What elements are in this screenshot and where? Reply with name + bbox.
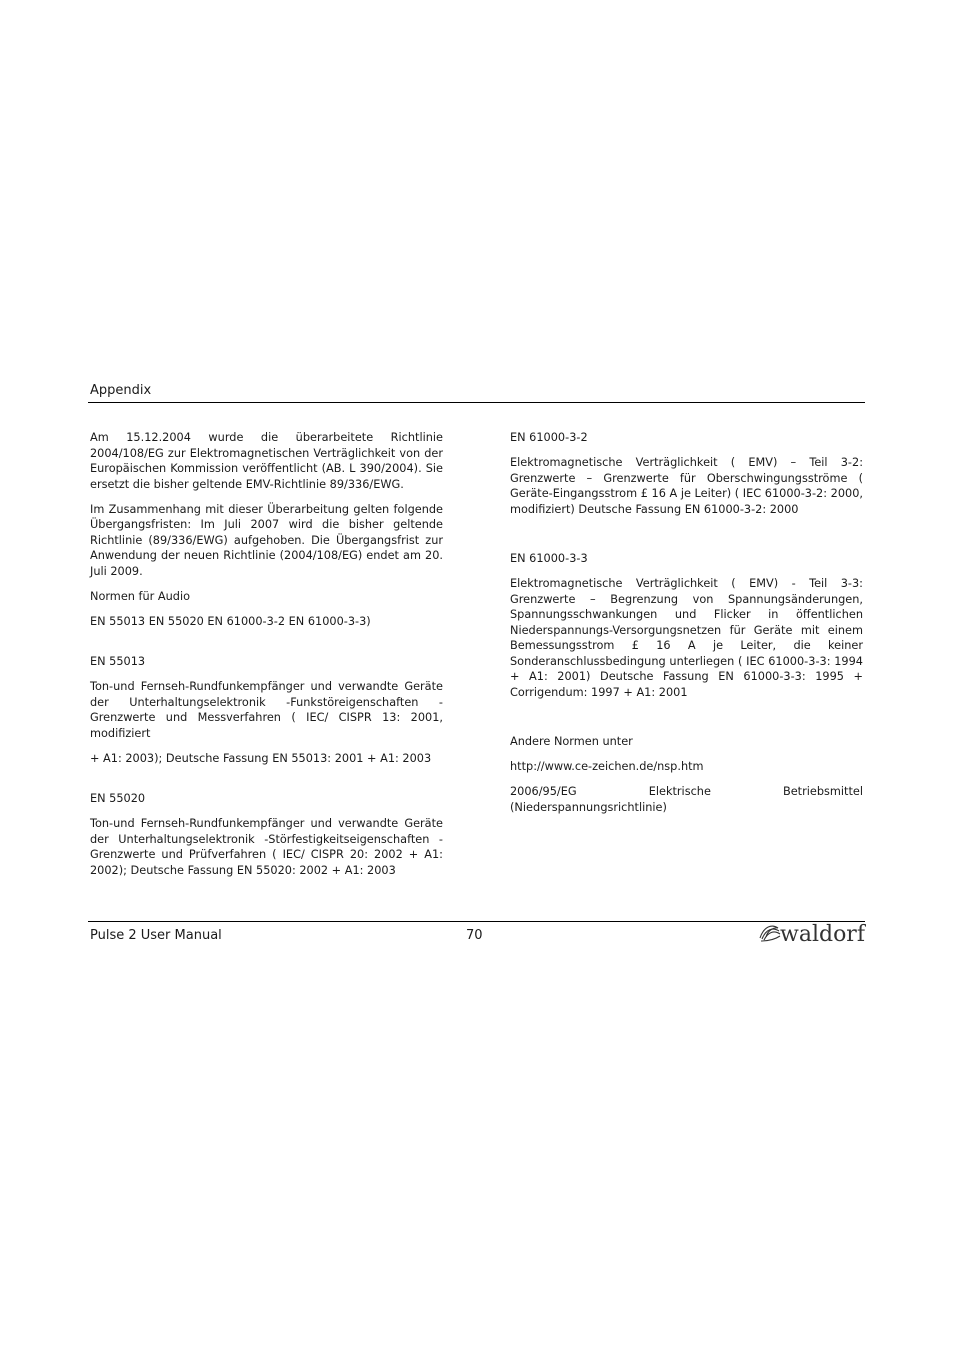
paragraph-emv-directive: Am 15.12.2004 wurde die überarbeitete Richtlinie 2004/108/EG zur Elektromagnetischen Verträglichkeit von der Europäischen Kommission veröffentlicht (AB. L 390/2004). Sie ersetzt die bisher geltende EMV-Richtlinie 89/336/EWG. <box>90 431 443 491</box>
paragraph-en-61000-3-3-description: Elektromagnetische Verträglichkeit ( EMV) - Teil 3-3: Grenzwerte – Begrenzung von Spannungsänderungen, Spannungsschwankungen und Flicker in öffentlichen Niederspannungs-Versorgungsnetzen für Geräte mit einem Bemessungsstrom £ 16 A je Leiter, die keiner Sonderanschlussbedingung unterliegen ( IEC 61000-3-3: 1994 + A1: 2001) Deutsche Fassung EN 61000-3-3: 1995 + Corrigendum: 1997 + A1: 2001 <box>510 577 863 699</box>
footer-page-number: 70 <box>466 928 483 943</box>
page-header-section: Appendix <box>90 383 152 398</box>
paragraph-en-61000-3-2-description: Elektromagnetische Verträglichkeit ( EMV) – Teil 3-2: Grenzwerte – Grenzwerte für Oberschwingungsströme ( Geräte-Eingangsstrom £ 16 A je Leiter) ( IEC 61000-3-2: 2000, modifiziert) Deutsche Fassung EN 61000-3-2: 2000 <box>510 456 863 516</box>
waldorf-logo-text: waldorf <box>780 922 865 947</box>
heading-en-55020: EN 55020 <box>90 792 146 805</box>
paragraph-audio-standards-list: EN 55013 EN 55020 EN 61000-3-2 EN 61000-3-3) <box>90 614 371 628</box>
footer-divider <box>88 921 865 922</box>
paragraph-en-55013-description: Ton-und Fernseh-Rundfunkempfänger und verwandte Geräte der Unterhaltungselektronik -Funkstöreigenschaften - Grenzwerte und Messverfahren ( IEC/ CISPR 13: 2001, modifiziert <box>90 680 443 740</box>
footer-manual-title: Pulse 2 User Manual <box>90 928 222 943</box>
paragraph-transition-periods: Im Zusammenhang mit dieser Überarbeitung gelten folgende Übergangsfristen: Im Juli 2007 wird die bisher geltende Richtlinie (89/336/EWG) aufgehoben. Die Übergangsfrist zur Anwendung der neuen Richtlinie (2004/108/EG) endet am 20. Juli 2009. <box>90 502 443 578</box>
heading-en-61000-3-2: EN 61000-3-2 <box>510 431 588 444</box>
right-column <box>510 430 863 825</box>
heading-en-61000-3-3: EN 61000-3-3 <box>510 552 588 565</box>
heading-en-55013: EN 55013 <box>90 655 146 668</box>
left-column <box>90 430 443 888</box>
paragraph-other-standards: Andere Normen unter <box>510 735 633 748</box>
paragraph-audio-standards-heading: Normen für Audio <box>90 589 190 603</box>
paragraph-en-55020-description: Ton-und Fernseh-Rundfunkempfänger und verwandte Geräte der Unterhaltungselektronik -Störfestigkeitseigenschaften - Grenzwerte und Prüfverfahren ( IEC/ CISPR 20: 2002 + A1: 2002); Deutsche Fassung EN 55020: 2002 + A1: 2003 <box>90 817 443 877</box>
waldorf-logo <box>758 918 866 948</box>
link-ce-zeichen[interactable]: http://www.ce-zeichen.de/nsp.htm <box>510 760 704 773</box>
paragraph-low-voltage-directive: 2006/95/EG Elektrische Betriebsmittel (Niederspannungsrichtlinie) <box>510 785 863 814</box>
paragraph-en-55013-amendment: + A1: 2003); Deutsche Fassung EN 55013: 2001 + A1: 2003 <box>90 751 432 765</box>
header-divider <box>88 402 865 403</box>
waldorf-logo-swirl-icon <box>760 926 780 941</box>
